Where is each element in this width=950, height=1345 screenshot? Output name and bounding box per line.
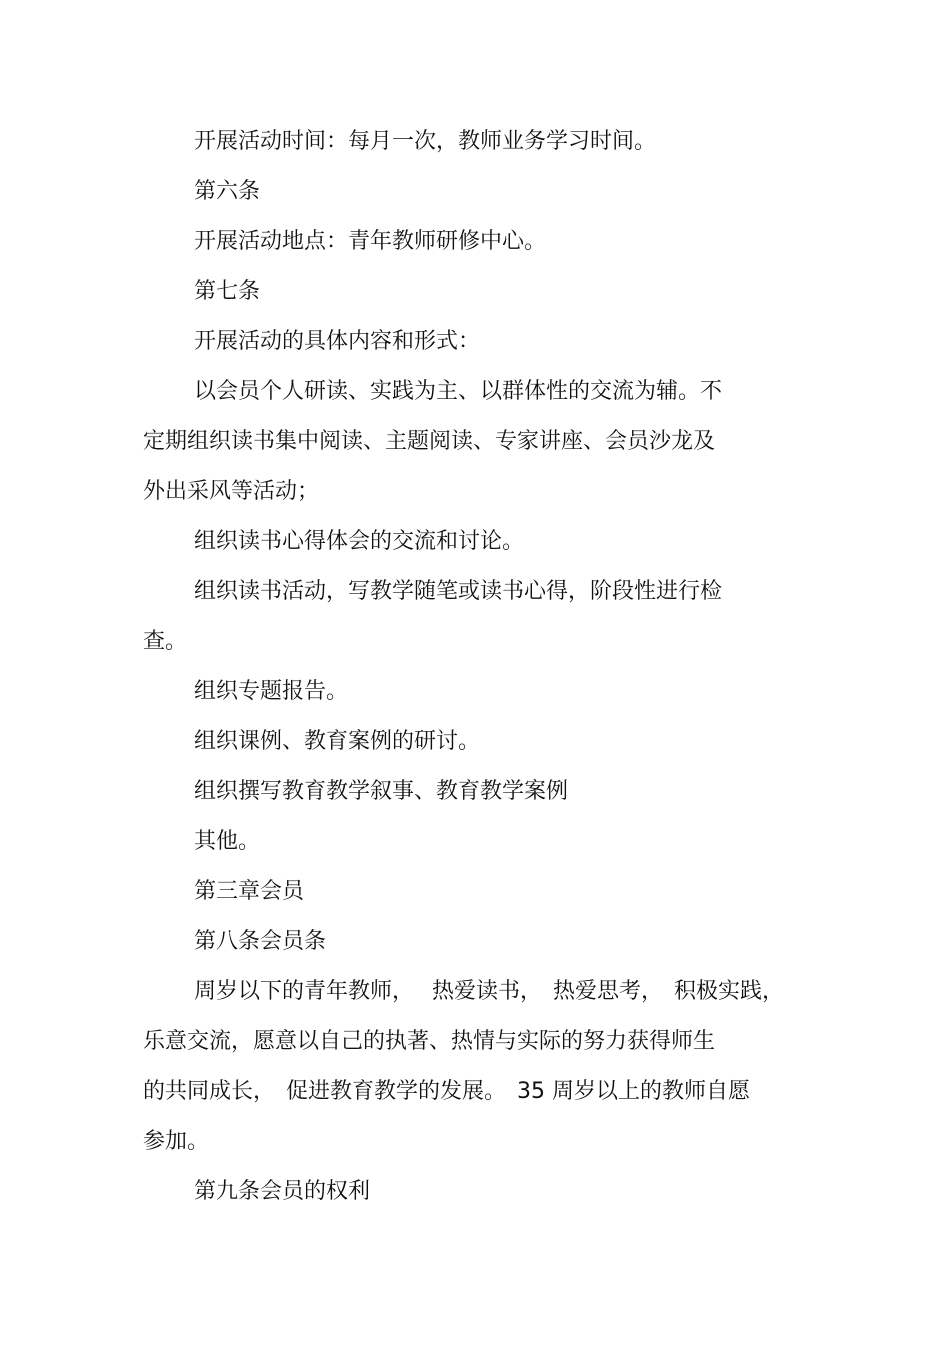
list-item: 其他。 xyxy=(194,829,261,854)
paragraph-line: 周岁以下的青年教师， 热爱读书， 热爱思考， 积极实践， xyxy=(194,979,784,1004)
text-line-activity-time: 开展活动时间：每月一次，教师业务学习时间。 xyxy=(194,129,657,154)
paragraph-line: 乐意交流，愿意以自己的执著、热情与实际的努力获得师生 xyxy=(143,1029,716,1054)
list-item: 组织专题报告。 xyxy=(194,679,349,704)
paragraph-line: 定期组织读书集中阅读、主题阅读、专家讲座、会员沙龙及 xyxy=(143,429,716,454)
list-item: 组织读书心得体会的交流和讨论。 xyxy=(194,529,525,554)
article-8-heading: 第八条会员条 xyxy=(194,929,327,954)
article-9-heading: 第九条会员的权利 xyxy=(194,1179,371,1204)
article-6-heading: 第六条 xyxy=(194,179,261,204)
chapter-3-heading: 第三章会员 xyxy=(194,879,305,904)
paragraph-line: 的共同成长， 促进教育教学的发展。 35 周岁以上的教师自愿 xyxy=(143,1079,750,1104)
text-line-content-form: 开展活动的具体内容和形式： xyxy=(194,329,481,354)
text-line-activity-place: 开展活动地点：青年教师研修中心。 xyxy=(194,229,547,254)
paragraph-line: 参加。 xyxy=(143,1129,210,1154)
list-item: 组织读书活动，写教学随笔或读书心得，阶段性进行检 xyxy=(194,579,723,604)
list-item: 组织课例、教育案例的研讨。 xyxy=(194,729,481,754)
article-7-heading: 第七条 xyxy=(194,279,261,304)
paragraph-line: 外出采风等活动； xyxy=(143,479,320,504)
paragraph-line: 以会员个人研读、实践为主、以群体性的交流为辅。不 xyxy=(194,379,723,404)
list-item-continuation: 查。 xyxy=(143,629,188,654)
list-item: 组织撰写教育教学叙事、教育教学案例 xyxy=(194,779,569,804)
